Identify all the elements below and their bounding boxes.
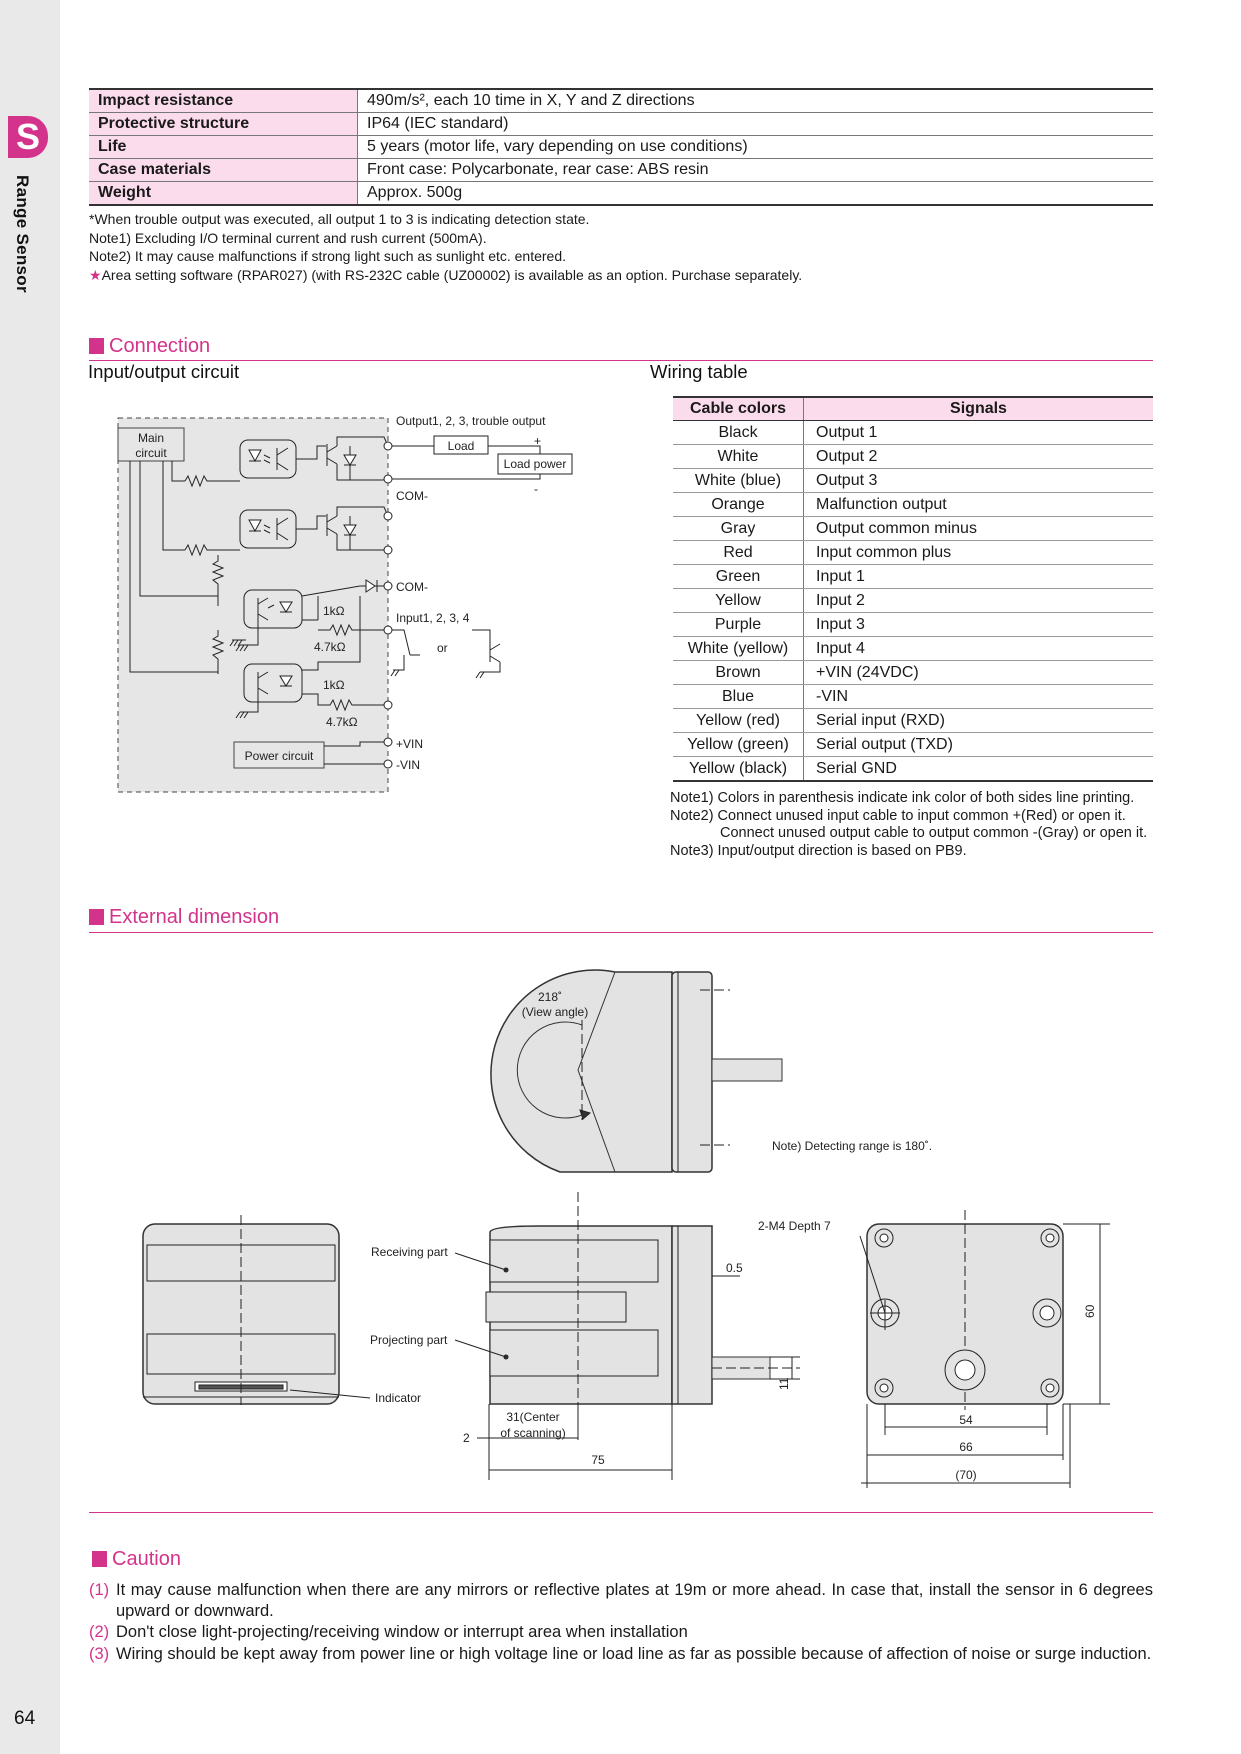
square-bullet-icon (92, 1551, 107, 1567)
main-circuit-label-2: circuit (135, 446, 167, 460)
wiring-header-row (673, 397, 1153, 421)
caution-list (89, 1580, 1153, 1665)
dim-31-center: 31(Center (506, 1410, 560, 1424)
dimension-bottom-rule (89, 1512, 1153, 1513)
cable-color: Brown (673, 661, 804, 685)
cable-color: Yellow (red) (673, 709, 804, 733)
table-row (673, 445, 1153, 469)
load-power-label: Load power (503, 457, 567, 471)
cable-signal: Output 2 (804, 445, 1154, 469)
wiring-header-colors: Cable colors (673, 397, 804, 421)
cable-signal: -VIN (804, 685, 1154, 709)
vin-minus-label: -VIN (396, 758, 420, 772)
com-label-b: COM- (396, 580, 428, 594)
spec-value: Approx. 500g (358, 182, 1154, 206)
wiring-note-3: Note3) Input/output direction is based on PB9. (670, 842, 967, 859)
spec-row (89, 89, 1153, 113)
dim-31-scanning: of scanning) (500, 1426, 566, 1440)
detecting-range-note: Note) Detecting range is 180˚. (772, 1139, 933, 1153)
table-row (673, 709, 1153, 733)
resistor-4k7-a: 4.7kΩ (314, 640, 346, 654)
spec-label: Life (89, 136, 358, 159)
table-row (673, 589, 1153, 613)
sidebar (0, 0, 60, 1754)
spec-value: 5 years (motor life, vary depending on use conditions) (358, 136, 1154, 159)
cable-color: White (blue) (673, 469, 804, 493)
cable-signal: +VIN (24VDC) (804, 661, 1154, 685)
table-row (673, 421, 1153, 445)
cable-signal: Output 3 (804, 469, 1154, 493)
dim-0-5: 0.5 (726, 1261, 743, 1275)
cable-signal: Serial output (TXD) (804, 733, 1154, 757)
cable-color: White (yellow) (673, 637, 804, 661)
cable-signal: Input common plus (804, 541, 1154, 565)
cable-color: Yellow (black) (673, 757, 804, 782)
cable-signal: Input 3 (804, 613, 1154, 637)
connection-heading-text: Connection (109, 335, 211, 357)
spec-value: Front case: Polycarbonate, rear case: ABS resin (358, 159, 1154, 182)
table-row (673, 613, 1153, 637)
square-bullet-icon (89, 338, 104, 354)
spec-notes (89, 210, 802, 284)
view-angle-label: (View angle) (521, 1005, 589, 1019)
main-circuit-label-1: Main (137, 431, 165, 445)
dimension-drawing (100, 955, 1140, 1515)
caution-heading (92, 1548, 181, 1571)
cable-signal: Serial GND (804, 757, 1154, 782)
list-item (89, 1622, 1153, 1643)
dimension-heading (89, 906, 279, 929)
cable-color: Orange (673, 493, 804, 517)
dim-70: (70) (955, 1468, 977, 1482)
page-number: 64 (14, 1708, 36, 1729)
spec-value: IP64 (IEC standard) (358, 113, 1154, 136)
cable-color: Red (673, 541, 804, 565)
table-row (673, 493, 1153, 517)
wiring-header-signals: Signals (804, 397, 1154, 421)
cable-color: Black (673, 421, 804, 445)
list-item (89, 1644, 1153, 1665)
spec-table (89, 88, 1153, 206)
vin-plus-label: +VIN (396, 737, 424, 751)
table-row (673, 541, 1153, 565)
spec-row (89, 159, 1153, 182)
cable-color: Yellow (green) (673, 733, 804, 757)
wiring-table-title: Wiring table (650, 361, 748, 382)
cable-color: Gray (673, 517, 804, 541)
dim-60: 60 (1083, 1304, 1097, 1318)
note-1: Note1) Excluding I/O terminal current and rush current (500mA). (89, 229, 487, 246)
option-note-text: Area setting software (RPAR027) (with RS-232C cable (UZ00002) is available as an option. Purchase separately. (101, 266, 803, 283)
option-note (89, 266, 802, 285)
resistor-4k7-b: 4.7kΩ (326, 715, 358, 729)
cable-signal: Output 1 (804, 421, 1154, 445)
dim-54: 54 (959, 1413, 973, 1427)
spec-label: Case materials (89, 159, 358, 182)
table-row (673, 469, 1153, 493)
caution-number: (1) (89, 1581, 110, 1599)
spec-value: 490m/s², each 10 time in X, Y and Z directions (358, 89, 1154, 113)
table-row (673, 757, 1153, 782)
wiring-note-2b: Connect unused output cable to output common -(Gray) or open it. (720, 825, 1148, 841)
spec-row (89, 113, 1153, 136)
table-row (673, 733, 1153, 757)
caution-heading-text: Caution (112, 1548, 181, 1570)
spec-label: Weight (89, 182, 358, 206)
spec-row (89, 182, 1153, 206)
power-circuit-label: Power circuit (244, 749, 314, 763)
cable-signal: Serial input (RXD) (804, 709, 1154, 733)
cable-signal: Input 2 (804, 589, 1154, 613)
sidebar-label: Range Sensor (13, 175, 32, 293)
resistor-1k-b: 1kΩ (323, 678, 345, 692)
cable-color: Green (673, 565, 804, 589)
or-label: or (437, 641, 448, 655)
spec-label: Protective structure (89, 113, 358, 136)
dimension-rule (89, 932, 1153, 933)
cable-color: Blue (673, 685, 804, 709)
table-row (673, 517, 1153, 541)
caution-text: Don't close light-projecting/receiving window or interrupt area when installation (116, 1623, 688, 1641)
caution-number: (2) (89, 1623, 110, 1641)
connection-heading (89, 335, 210, 358)
list-item (89, 1580, 1153, 1621)
spec-label: Impact resistance (89, 89, 358, 113)
spec-row (89, 136, 1153, 159)
tap-label: 2-M4 Depth 7 (758, 1219, 831, 1233)
note-2: Note2) It may cause malfunctions if strong light such as sunlight etc. entered. (89, 248, 567, 264)
dim-75: 75 (591, 1453, 605, 1467)
dim-2: 2 (463, 1431, 470, 1445)
cable-color: Yellow (673, 589, 804, 613)
receiving-part-label: Receiving part (371, 1245, 448, 1259)
table-row (673, 565, 1153, 589)
table-row (673, 661, 1153, 685)
table-row (673, 685, 1153, 709)
wiring-note-1: Note1) Colors in parenthesis indicate ink color of both sides line printing. (670, 790, 1135, 806)
cable-signal: Malfunction output (804, 493, 1154, 517)
wiring-note-2: Note2) Connect unused input cable to input common +(Red) or open it. (670, 807, 1126, 824)
com-label-a: COM- (396, 489, 428, 503)
cable-color: Purple (673, 613, 804, 637)
projecting-part-label: Projecting part (370, 1333, 448, 1347)
cable-signal: Input 1 (804, 565, 1154, 589)
connection-rule (89, 360, 1153, 361)
star-icon: ★ (89, 266, 102, 283)
minus-sign: - (534, 482, 538, 496)
table-row (673, 637, 1153, 661)
square-bullet-icon (89, 909, 104, 925)
wiring-table (673, 396, 1153, 782)
plus-sign: + (534, 434, 542, 448)
resistor-1k-a: 1kΩ (323, 604, 345, 618)
cable-signal: Input 4 (804, 637, 1154, 661)
caution-text: Wiring should be kept away from power line or high voltage line or load line as far as possible because of affection of noise or surge induction. (116, 1644, 1152, 1663)
indicator-label: Indicator (375, 1391, 422, 1405)
caution-text: It may cause malfunction when there are any mirrors or reflective plates at 19m or more ahead. In case that, install the sensor in 6 degrees upward or downward. (116, 1581, 1153, 1620)
dim-11: 11 (777, 1377, 791, 1390)
output-label: Output1, 2, 3, trouble output (396, 414, 546, 428)
input-label: Input1, 2, 3, 4 (396, 611, 470, 625)
dimension-heading-text: External dimension (109, 906, 280, 928)
section-badge: S (8, 116, 48, 158)
io-circuit-title: Input/output circuit (88, 361, 240, 382)
load-label: Load (447, 439, 475, 453)
io-circuit-diagram (112, 410, 592, 810)
caution-number: (3) (89, 1644, 110, 1663)
asterisk-note: *When trouble output was executed, all output 1 to 3 is indicating detection state. (89, 211, 590, 227)
dim-66: 66 (959, 1440, 973, 1454)
cable-color: White (673, 445, 804, 469)
wiring-notes (670, 790, 1147, 860)
cable-signal: Output common minus (804, 517, 1154, 541)
view-angle-value: 218˚ (537, 990, 563, 1004)
